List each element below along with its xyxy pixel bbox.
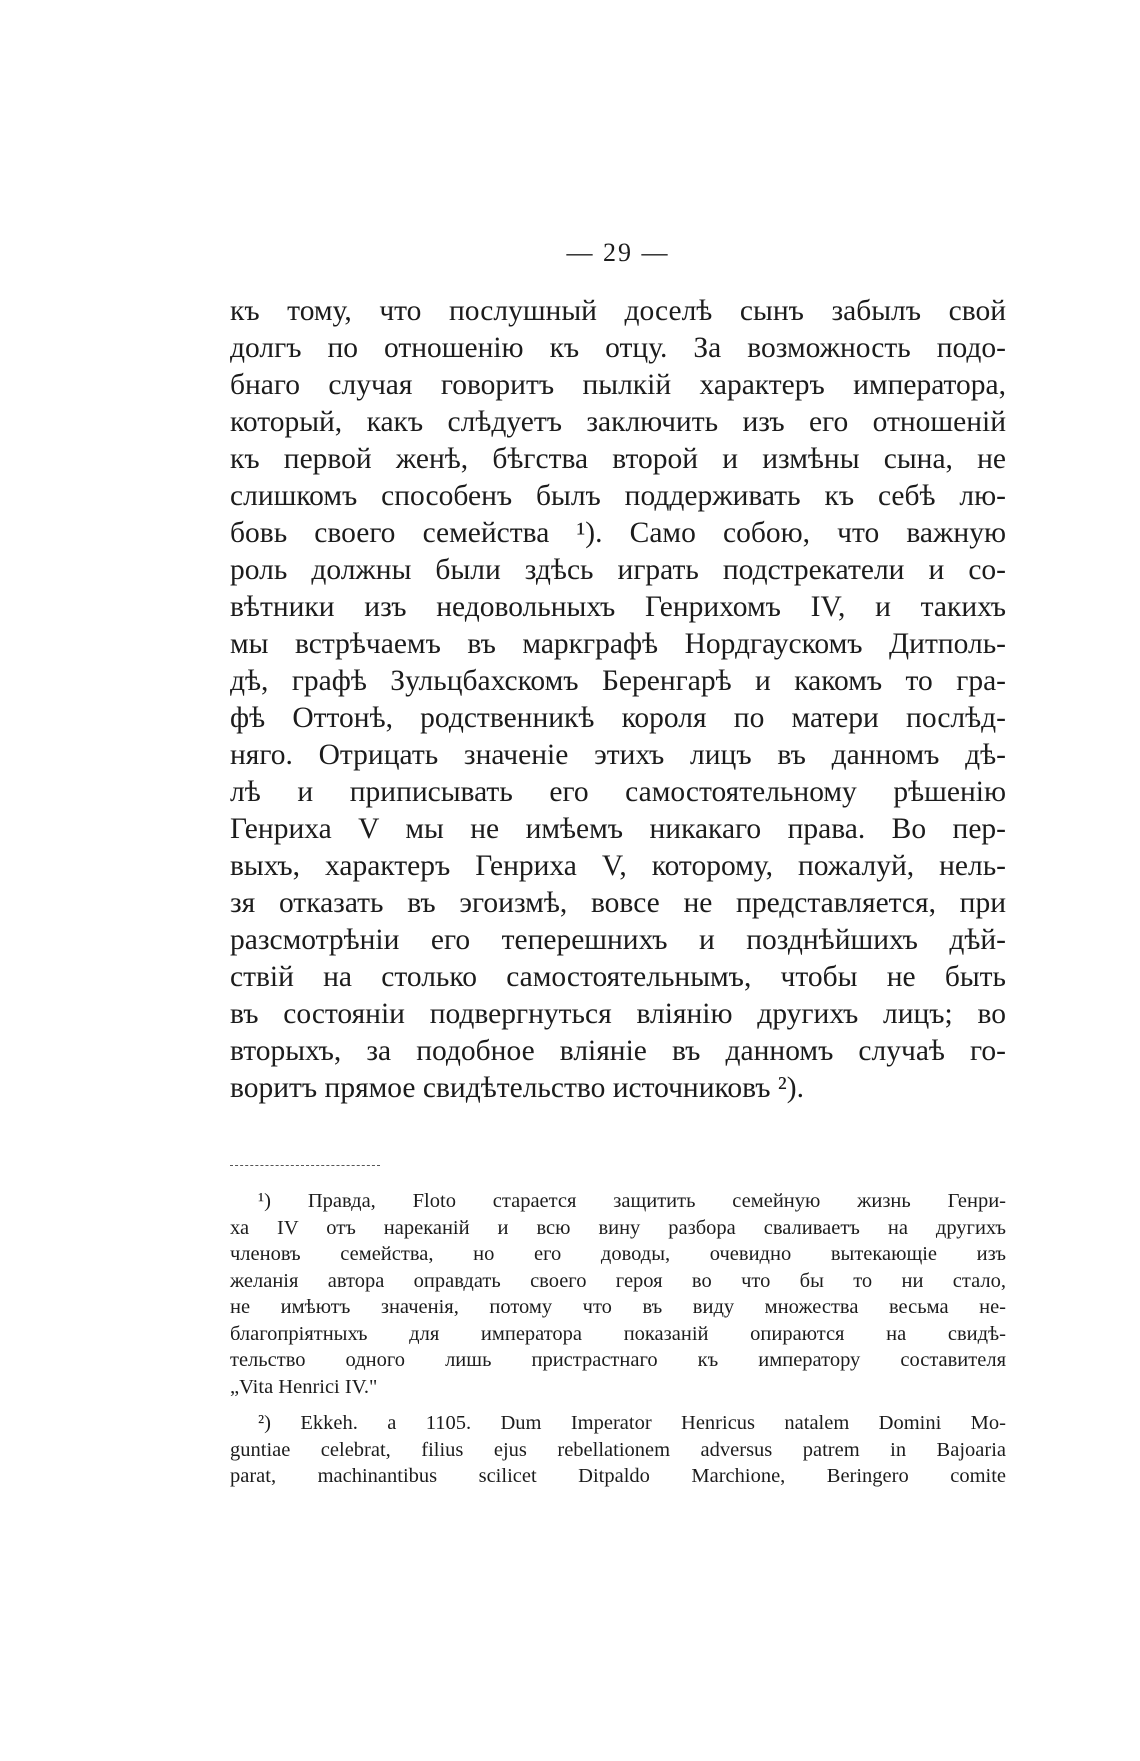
main-text [230, 293, 1006, 1107]
footnote-line: ¹) Правда, Floto старается защитить семейную жизнь Генри- [258, 1190, 1006, 1212]
footnote-line: parat, machinantibus scilicet Ditpaldo Marchione, Beringero comite [230, 1465, 1006, 1487]
text-line: ствій на столько самостоятельнымъ, чтобы не быть [230, 961, 1006, 993]
footnote-line: ²) Ekkeh. a 1105. Dum Imperator Henricus natalem Domini Mo- [258, 1412, 1006, 1434]
text-line: долгъ по отношенію къ отцу. За возможность подо- [230, 332, 1006, 364]
footnote-line: желанія автора оправдать своего героя во что бы то ни стало, [230, 1269, 1006, 1292]
text-line: слишкомъ способенъ былъ поддерживать къ себѣ лю- [230, 480, 1006, 512]
footnote-line: не имѣютъ значенія, потому что въ виду множества весьма не- [230, 1296, 1006, 1318]
text-line: въ состояніи подвергнуться вліянію другихъ лицъ; во [230, 998, 1006, 1030]
text-line: бнаго случая говоритъ пылкій характеръ императора, [230, 369, 1006, 401]
text-line: бовь своего семейства ¹). Само собою, что важную [230, 517, 1006, 549]
footnote-line: ха IV отъ нареканій и всю вину разбора сваливаетъ на другихъ [230, 1216, 1006, 1239]
text-line: Генриха V мы не имѣемъ никакаго права. Во пер- [230, 813, 1006, 845]
footnote-separator [230, 1165, 380, 1166]
text-line: выхъ, характеръ Генриха V, которому, пожалуй, нель- [230, 850, 1006, 882]
text-line: къ первой женѣ, бѣгства второй и измѣны сына, не [230, 443, 1006, 475]
footnote-line: „Vita Henrici IV." [230, 1375, 378, 1398]
text-line: мы встрѣчаемъ въ маркграфѣ Нордгаускомъ Дитполь- [230, 628, 1006, 660]
page-number: — 29 — [566, 238, 670, 267]
footnote-line: guntiae celebrat, filius ejus rebellationem adversus patrem in Bajoaria [230, 1438, 1006, 1461]
text-line: фѣ Оттонѣ, родственникѣ короля по матери послѣд- [230, 702, 1006, 734]
text-line: который, какъ слѣдуетъ заключить изъ его отношеній [230, 406, 1006, 438]
text-line: зя отказать въ эгоизмѣ, вовсе не представляется, при [230, 887, 1006, 919]
text-line: лѣ и приписывать его самостоятельному рѣшенію [230, 776, 1006, 808]
footnote-line: тельство одного лишь пристрастнаго къ императору составителя [230, 1349, 1006, 1371]
footnote-1 [230, 1188, 1006, 1400]
text-line: вѣтники изъ недовольныхъ Генрихомъ IV, и такихъ [230, 591, 1006, 623]
text-line: къ тому, что послушный доселѣ сынъ забылъ свой [230, 295, 1006, 327]
footnotes [230, 1188, 1006, 1500]
footnote-line: членовъ семейства, но его доводы, очевидно вытекающіе изъ [230, 1243, 1006, 1265]
text-line: роль должны были здѣсь играть подстрекатели и со- [230, 554, 1006, 586]
text-line: разсмотрѣніи его теперешнихъ и позднѣйшихъ дѣй- [230, 924, 1006, 956]
text-line: няго. Отрицать значеніе этихъ лицъ въ данномъ дѣ- [230, 739, 1006, 771]
text-line: дѣ, графѣ Зульцбахскомъ Беренгарѣ и какомъ то гра- [230, 665, 1006, 697]
footnote-2 [230, 1410, 1006, 1490]
text-line: вторыхъ, за подобное вліяніе въ данномъ случаѣ го- [230, 1035, 1006, 1067]
footnote-line: благопріятныхъ для императора показаній опираются на свидѣ- [230, 1322, 1006, 1345]
text-line: воритъ прямое свидѣтельство источниковъ ²). [230, 1072, 804, 1104]
